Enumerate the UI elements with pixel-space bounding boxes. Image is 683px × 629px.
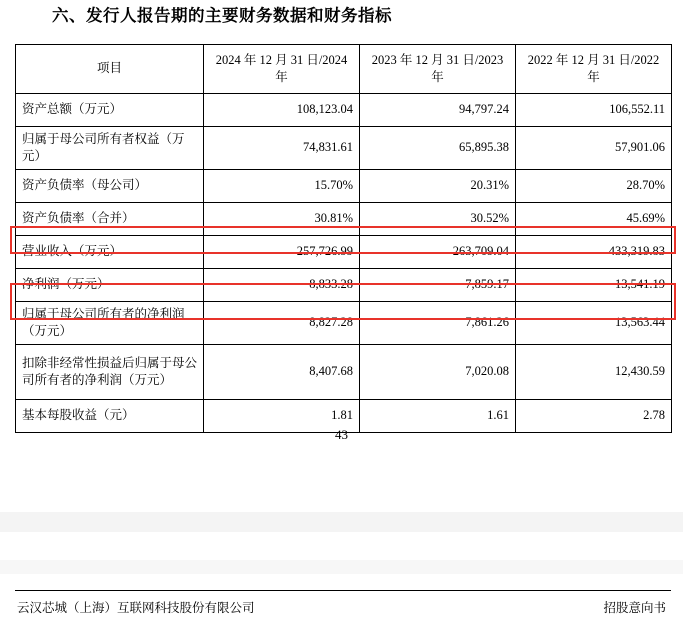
table-row [16,169,672,202]
column-header-item: 项目 [16,45,204,94]
row-value-2024: 30.81% [204,202,360,235]
footer-company-name: 云汉芯城（上海）互联网科技股份有限公司 [17,601,255,615]
footer-divider [15,590,671,591]
table-header [16,45,672,94]
row-label: 资产总额（万元） [16,93,204,126]
row-label: 归属于母公司所有者的净利润（万元） [16,301,204,344]
row-value-2023: 263,709.04 [360,235,516,268]
table-row [16,268,672,301]
page-title: 六、发行人报告期的主要财务数据和财务指标 [52,7,392,25]
financial-table-container [15,44,671,433]
row-value-2023: 7,020.08 [360,344,516,399]
table-row-highlighted [16,301,672,344]
column-header-2022: 2022 年 12 月 31 日/2022 年 [516,45,672,94]
row-label: 扣除非经常性损益后归属于母公司所有者的净利润（万元） [16,344,204,399]
row-value-2024: 8,833.28 [204,268,360,301]
scan-artifact-band [0,560,683,574]
row-value-2023: 7,859.17 [360,268,516,301]
table-row-highlighted [16,235,672,268]
row-value-2024: 74,831.61 [204,126,360,169]
row-label: 基本每股收益（元） [16,399,204,432]
row-value-2024: 8,407.68 [204,344,360,399]
financial-data-table [15,44,672,433]
row-value-2022: 433,319.83 [516,235,672,268]
row-value-2024: 257,726.99 [204,235,360,268]
row-label: 资产负债率（合并） [16,202,204,235]
row-value-2024: 8,827.28 [204,301,360,344]
row-value-2023: 7,861.26 [360,301,516,344]
table-header-row [16,45,672,94]
row-label: 营业收入（万元） [16,235,204,268]
row-value-2023: 94,797.24 [360,93,516,126]
row-value-2022: 57,901.06 [516,126,672,169]
scan-artifact-band [0,512,683,532]
row-value-2022: 12,430.59 [516,344,672,399]
row-value-2022: 28.70% [516,169,672,202]
table-row [16,93,672,126]
footer-document-type: 招股意向书 [603,601,666,615]
row-value-2022: 106,552.11 [516,93,672,126]
row-value-2024: 1.81 [204,399,360,432]
table-row [16,202,672,235]
row-value-2022: 2.78 [516,399,672,432]
row-value-2022: 45.69% [516,202,672,235]
row-value-2023: 30.52% [360,202,516,235]
row-value-2022: 13,563.44 [516,301,672,344]
column-header-2024: 2024 年 12 月 31 日/2024 年 [204,45,360,94]
page-number: 43 [335,427,348,442]
row-value-2023: 65,895.38 [360,126,516,169]
row-value-2022: 13,541.19 [516,268,672,301]
row-label: 净利润（万元） [16,268,204,301]
row-value-2024: 15.70% [204,169,360,202]
table-row [16,126,672,169]
table-body [16,93,672,432]
column-header-2023: 2023 年 12 月 31 日/2023 年 [360,45,516,94]
row-value-2023: 20.31% [360,169,516,202]
table-row [16,344,672,399]
row-value-2024: 108,123.04 [204,93,360,126]
row-value-2023: 1.61 [360,399,516,432]
row-label: 资产负债率（母公司） [16,169,204,202]
row-label: 归属于母公司所有者权益（万元） [16,126,204,169]
